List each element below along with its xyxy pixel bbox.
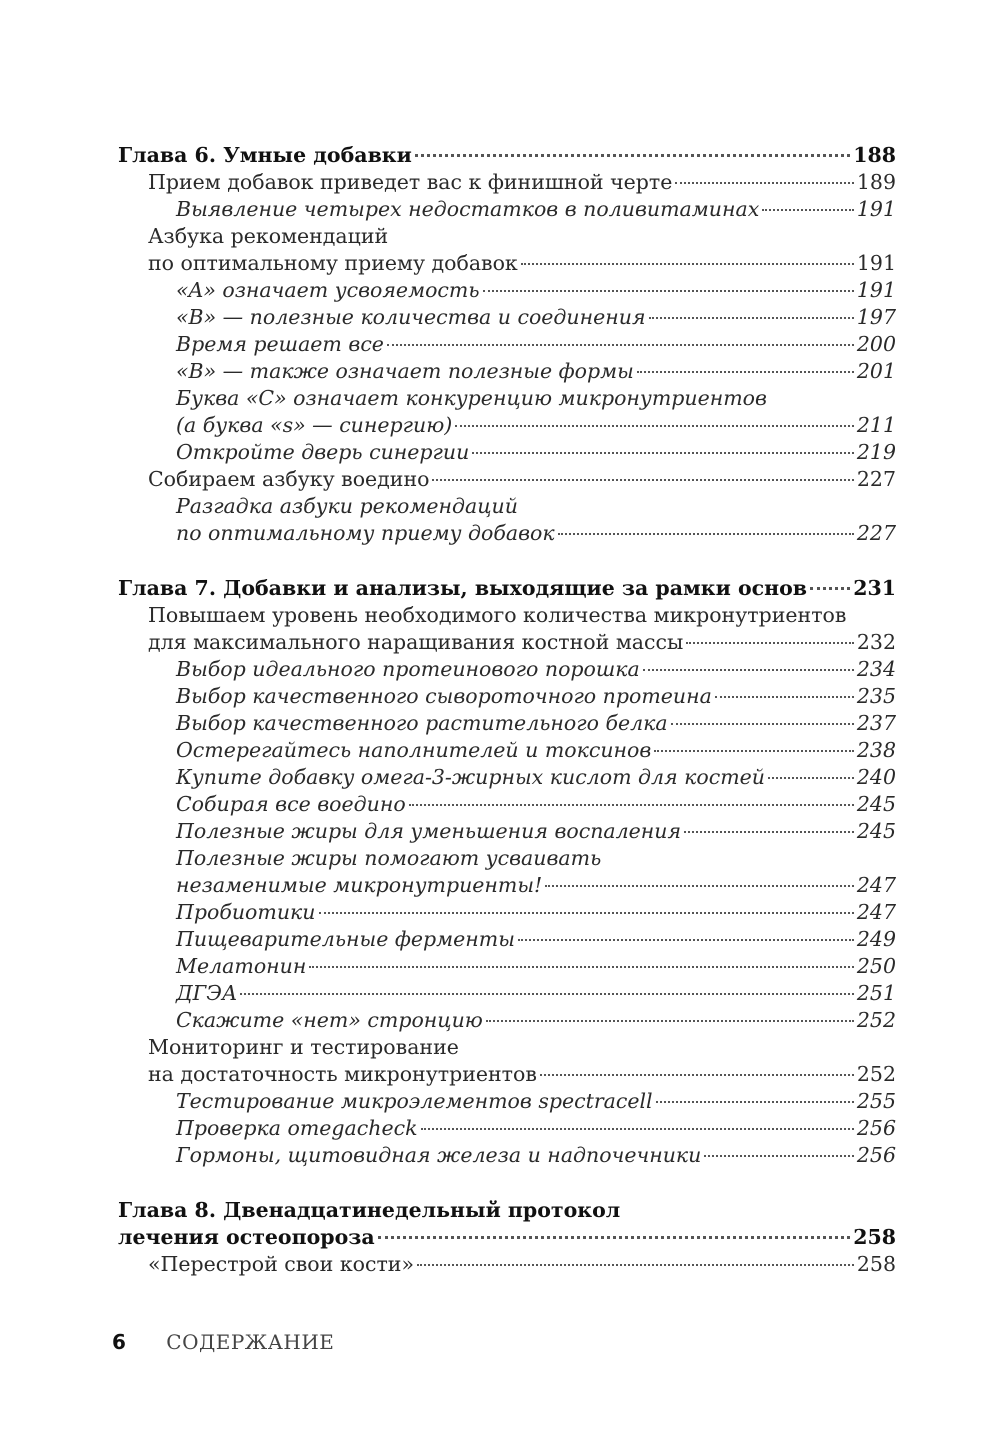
toc-entry-title: Выбор идеального протеинового порошка bbox=[176, 657, 640, 681]
toc-page-number: 227 bbox=[856, 467, 896, 491]
toc-page-number: 256 bbox=[856, 1143, 896, 1167]
toc-page-number: 250 bbox=[856, 954, 896, 978]
toc-entry-title: Полезные жиры для уменьшения воспаления bbox=[176, 819, 682, 843]
toc-page-number: 240 bbox=[856, 765, 896, 789]
toc-entry-title: «B» — полезные количества и соединения bbox=[176, 305, 646, 329]
dot-leader bbox=[415, 154, 850, 157]
toc-entry[interactable] bbox=[118, 872, 896, 899]
dot-leader bbox=[309, 966, 853, 968]
toc-entry[interactable] bbox=[118, 1061, 896, 1088]
dot-leader bbox=[649, 317, 854, 319]
dot-leader bbox=[686, 642, 854, 644]
dot-leader bbox=[521, 263, 854, 265]
toc-entry[interactable] bbox=[118, 656, 896, 683]
toc-chapter-entry[interactable] bbox=[118, 1197, 896, 1224]
toc-chapter-block bbox=[118, 575, 896, 1169]
toc-entry-title: Проверка omegacheck bbox=[176, 1116, 418, 1140]
toc-page-number: 191 bbox=[856, 278, 896, 302]
toc-page-number: 189 bbox=[856, 170, 896, 194]
toc-entry[interactable] bbox=[118, 304, 896, 331]
toc-page-number: 258 bbox=[856, 1252, 896, 1276]
toc-entry[interactable] bbox=[118, 710, 896, 737]
dot-leader bbox=[432, 479, 853, 481]
toc-page-number: 256 bbox=[856, 1116, 896, 1140]
dot-leader bbox=[675, 182, 853, 184]
toc-chapter-entry[interactable] bbox=[118, 1224, 896, 1251]
toc-chapter-block bbox=[118, 1197, 896, 1278]
toc-page-number: 201 bbox=[856, 359, 896, 383]
dot-leader bbox=[518, 939, 854, 941]
toc-page-number: 188 bbox=[853, 143, 896, 167]
toc-page-number: 247 bbox=[856, 873, 896, 897]
dot-leader bbox=[409, 804, 854, 806]
toc-entry-title: Глава 7. Добавки и анализы, выходящие за рамки основ bbox=[118, 576, 808, 600]
dot-leader bbox=[810, 587, 850, 590]
dot-leader bbox=[472, 452, 854, 454]
toc-page-number: 238 bbox=[856, 738, 896, 762]
toc-page-number: 255 bbox=[856, 1089, 896, 1113]
toc-entry-title: по оптимальному приему добавок bbox=[148, 251, 518, 275]
dot-leader bbox=[671, 723, 854, 725]
toc-entry[interactable] bbox=[118, 439, 896, 466]
toc-page-number: 191 bbox=[856, 251, 896, 275]
toc-entry-title: ДГЭА bbox=[176, 981, 238, 1005]
dot-leader bbox=[637, 371, 854, 373]
toc-entry[interactable] bbox=[118, 223, 896, 250]
toc-page-number: 249 bbox=[856, 927, 896, 951]
toc-entry-title: Купите добавку омега-3-жирных кислот для костей bbox=[176, 765, 766, 789]
toc-entry[interactable] bbox=[118, 277, 896, 304]
toc-entry[interactable] bbox=[118, 412, 896, 439]
toc-entry-title: Выбор качественного растительного белка bbox=[176, 711, 668, 735]
dot-leader bbox=[540, 1074, 854, 1076]
toc-entry-title: Прием добавок приведет вас к финишной черте bbox=[148, 170, 673, 194]
toc-entry-title: Пищеварительные ферменты bbox=[176, 927, 515, 951]
toc-entry[interactable] bbox=[118, 683, 896, 710]
toc-entry[interactable] bbox=[118, 602, 896, 629]
toc-entry-title: Откройте дверь синергии bbox=[176, 440, 470, 464]
toc-entry-title: лечения остеопороза bbox=[118, 1225, 375, 1249]
toc-chapter-entry[interactable] bbox=[118, 142, 896, 169]
toc-entry-title: Разгадка азбуки рекомендаций bbox=[176, 494, 518, 518]
toc-entry[interactable] bbox=[118, 1115, 896, 1142]
toc-entry-title: незаменимые микронутриенты! bbox=[176, 873, 543, 897]
dot-leader bbox=[240, 993, 853, 995]
toc-page-number: 237 bbox=[856, 711, 896, 735]
toc-page-number: 234 bbox=[856, 657, 896, 681]
toc-entry[interactable] bbox=[118, 845, 896, 872]
toc-page-number: 251 bbox=[856, 981, 896, 1005]
toc-entry[interactable] bbox=[118, 791, 896, 818]
dot-leader bbox=[387, 344, 854, 346]
toc-entry-title: Выбор качественного сывороточного протеина bbox=[176, 684, 712, 708]
toc-entry-title: Глава 6. Умные добавки bbox=[118, 143, 412, 167]
toc-entry[interactable] bbox=[118, 764, 896, 791]
toc-entry[interactable] bbox=[118, 1251, 896, 1278]
toc-entry-title: Скажите «нет» стронцию bbox=[176, 1008, 483, 1032]
toc-entry-title: на достаточность микронутриентов bbox=[148, 1062, 537, 1086]
dot-leader bbox=[417, 1264, 854, 1266]
toc-page-number: 232 bbox=[856, 630, 896, 654]
toc-page-number: 247 bbox=[856, 900, 896, 924]
toc-entry-title: «B» — также означает полезные формы bbox=[176, 359, 634, 383]
toc-entry[interactable] bbox=[118, 196, 896, 223]
toc-entry[interactable] bbox=[118, 737, 896, 764]
running-title: СОДЕРЖАНИЕ bbox=[166, 1330, 335, 1354]
toc-entry[interactable] bbox=[118, 385, 896, 412]
dot-leader bbox=[421, 1128, 854, 1130]
toc-entry-title: Собираем азбуку воедино bbox=[148, 467, 430, 491]
dot-leader bbox=[558, 533, 854, 535]
dot-leader bbox=[684, 831, 854, 833]
toc-page-number: 258 bbox=[853, 1225, 896, 1249]
page-number: 6 bbox=[112, 1330, 126, 1354]
toc-entry[interactable] bbox=[118, 250, 896, 277]
toc-page-number: 211 bbox=[856, 413, 896, 437]
toc-chapter-entry[interactable] bbox=[118, 575, 896, 602]
toc-entry[interactable] bbox=[118, 1007, 896, 1034]
dot-leader bbox=[378, 1236, 851, 1239]
toc-entry-title: Выявление четырех недостатков в поливитаминах bbox=[176, 197, 760, 221]
dot-leader bbox=[545, 885, 854, 887]
toc-entry-title: Мелатонин bbox=[176, 954, 307, 978]
toc-entry-title: «Перестрой свои кости» bbox=[148, 1252, 414, 1276]
toc-entry-title: Буква «C» означает конкуренцию микронутриентов bbox=[176, 386, 767, 410]
dot-leader bbox=[768, 777, 854, 779]
toc-entry[interactable] bbox=[118, 629, 896, 656]
toc-entry[interactable] bbox=[118, 953, 896, 980]
toc-page-number: 252 bbox=[856, 1062, 896, 1086]
dot-leader bbox=[319, 912, 854, 914]
dot-leader bbox=[486, 1020, 854, 1022]
dot-leader bbox=[715, 696, 854, 698]
toc-entry-title: Повышаем уровень необходимого количества микронутриентов bbox=[148, 603, 847, 627]
toc-entry-title: Время решает все bbox=[176, 332, 384, 356]
toc-page-number: 197 bbox=[856, 305, 896, 329]
toc-page-number: 200 bbox=[856, 332, 896, 356]
toc-entry-title: Глава 8. Двенадцатинедельный протокол bbox=[118, 1198, 621, 1222]
toc-entry[interactable] bbox=[118, 1142, 896, 1169]
toc-entry[interactable] bbox=[118, 358, 896, 385]
toc-entry[interactable] bbox=[118, 926, 896, 953]
toc-entry-title: Тестирование микроэлементов spectracell bbox=[176, 1089, 653, 1113]
dot-leader bbox=[704, 1155, 853, 1157]
toc-entry-title: по оптимальному приему добавок bbox=[176, 521, 555, 545]
toc-page-number: 252 bbox=[856, 1008, 896, 1032]
toc-page-number: 231 bbox=[853, 576, 896, 600]
toc-entry[interactable] bbox=[118, 1088, 896, 1115]
toc-chapter-block bbox=[118, 142, 896, 547]
toc-entry-title: Остерегайтесь наполнителей и токсинов bbox=[176, 738, 652, 762]
toc-page-number: 227 bbox=[856, 521, 896, 545]
toc-entry[interactable] bbox=[118, 980, 896, 1007]
toc-entry[interactable] bbox=[118, 899, 896, 926]
toc-entry[interactable] bbox=[118, 466, 896, 493]
toc-entry-title: Пробиотики bbox=[176, 900, 316, 924]
table-of-contents bbox=[118, 142, 896, 1306]
toc-page-number: 235 bbox=[856, 684, 896, 708]
dot-leader bbox=[455, 425, 854, 427]
toc-entry[interactable] bbox=[118, 818, 896, 845]
toc-entry-title: Мониторинг и тестирование bbox=[148, 1035, 459, 1059]
toc-page-number: 245 bbox=[856, 819, 896, 843]
toc-entry-title: для максимального наращивания костной массы bbox=[148, 630, 684, 654]
toc-entry[interactable] bbox=[118, 493, 896, 520]
toc-page-number: 219 bbox=[856, 440, 896, 464]
page-footer bbox=[112, 1330, 334, 1354]
toc-entry-title: Гормоны, щитовидная железа и надпочечники bbox=[176, 1143, 702, 1167]
toc-page-number: 191 bbox=[856, 197, 896, 221]
toc-entry-title: Азбука рекомендаций bbox=[148, 224, 389, 248]
toc-entry[interactable] bbox=[118, 1034, 896, 1061]
dot-leader bbox=[654, 750, 854, 752]
toc-entry-title: (а буква «s» — синергию) bbox=[176, 413, 453, 437]
dot-leader bbox=[483, 290, 854, 292]
dot-leader bbox=[762, 209, 854, 211]
toc-entry-title: «A» означает усвояемость bbox=[176, 278, 480, 302]
toc-entry[interactable] bbox=[118, 331, 896, 358]
toc-page-number: 245 bbox=[856, 792, 896, 816]
toc-entry-title: Собирая все воедино bbox=[176, 792, 406, 816]
toc-entry[interactable] bbox=[118, 520, 896, 547]
toc-entry-title: Полезные жиры помогают усваивать bbox=[176, 846, 602, 870]
toc-entry[interactable] bbox=[118, 169, 896, 196]
dot-leader bbox=[643, 669, 854, 671]
dot-leader bbox=[656, 1101, 854, 1103]
